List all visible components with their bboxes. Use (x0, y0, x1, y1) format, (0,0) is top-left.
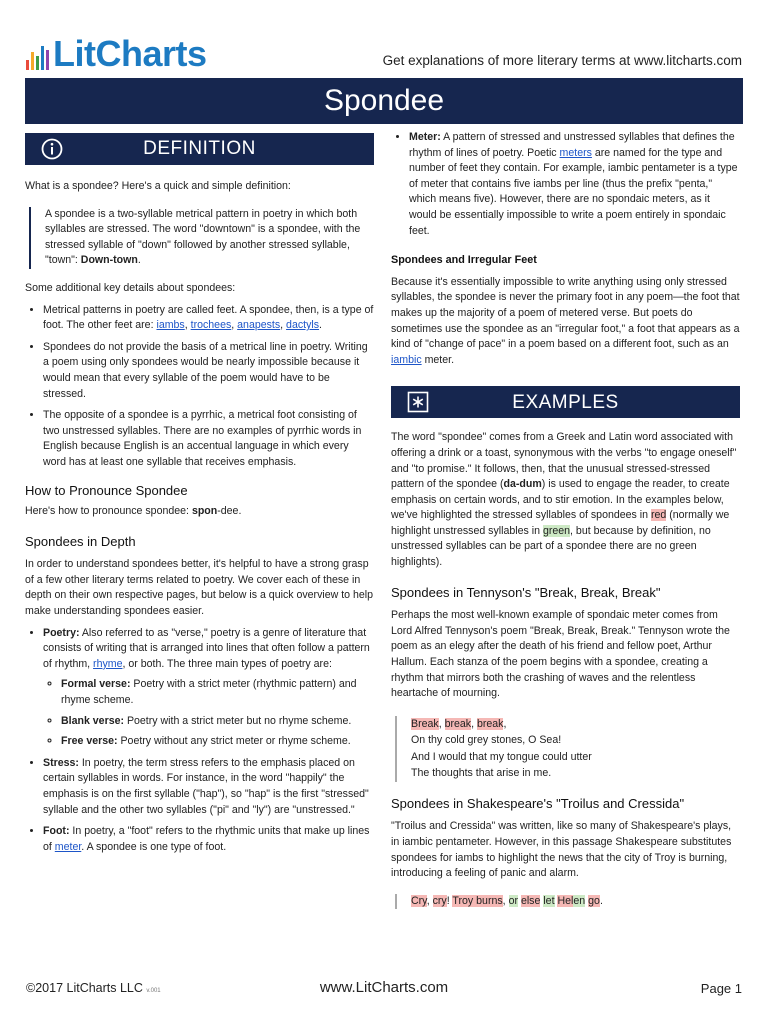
pronounce-heading: How to Pronounce Spondee (25, 482, 188, 498)
poem-line: And I would that my tongue could utter (411, 750, 592, 763)
bar-chart-icon (26, 44, 49, 70)
info-icon (41, 138, 63, 160)
irregular-heading: Spondees and Irregular Feet (391, 254, 537, 267)
version-label: v.001 (146, 988, 161, 994)
depth-bullets-continued (391, 130, 740, 239)
examples-heading: EXAMPLES (512, 391, 619, 413)
details-intro: Some additional key details about spondees: (25, 281, 236, 294)
litcharts-logo[interactable] (26, 34, 207, 74)
trochees-link[interactable]: trochees (190, 319, 232, 332)
list-item: • Metrical patterns in poetry are called feet. A spondee, then, is a type of foot. The other feet are: iambs, trochees, anapests, dactyls. (43, 303, 374, 334)
list-item: • Foot: In poetry, a "foot" refers to the rhythmic units that make up lines of meter. A spondee is one type of foot. (43, 824, 374, 855)
list-item: • Stress: In poetry, the term stress refers to the emphasis placed on certain syllables in words. For instance, in the word "happily" the emphasis is on the first syllable ("hap"), so "hap" is the first "stressed" syllable and the other two syllables ("pi" and "ly") are "unstressed." (43, 756, 374, 818)
poem-line: The thoughts that arise in me. (411, 767, 552, 780)
list-item: • Spondees do not provide the basis of a metrical line in poetry. Writing a poem using only spondees would be nearly impossible because it would mean that every syllable of the poem would have to be stressed. (43, 340, 374, 402)
definition-bullets (25, 303, 374, 471)
list-item: ◦ Free verse: Poetry without any strict meter or rhyme scheme. (61, 734, 374, 750)
shakespeare-text: "Troilus and Cressida" was written, like so many of Shakespeare's plays, in iambic pentameter. However, in this passage Shakespeare substitutes spondees for iambs to highlight the news that the city of Troy is burning, introducing a feeling of panic and alarm. (391, 820, 732, 880)
pronounce-text: Here's how to pronounce spondee: spon-dee. (25, 505, 242, 518)
page-title: Spondee (25, 78, 743, 124)
tagline: Get explanations of more literary terms at www.litcharts.com (382, 53, 742, 68)
poetry-types (43, 677, 374, 749)
list-item: • The opposite of a spondee is a pyrrhic, a metrical foot consisting of two unstressed syllables. There are no examples of pyrrhic words in English because English is an accentual language in which every word has at least one syllable that receives emphasis. (43, 408, 374, 470)
left-column (25, 133, 374, 855)
definition-intro: What is a spondee? Here's a quick and simple definition: (25, 180, 291, 192)
tennyson-heading: Spondees in Tennyson's "Break, Break, Break" (391, 584, 661, 600)
list-item: • Poetry: Also referred to as "verse," poetry is a genre of literature that consists of writing that is arranged into lines that often follow a pattern of rhythm, rhyme, or both. The three main types of poetry are: ◦ Formal verse: Poetry with a strict meter (rhythmic pattern) and rhyme scheme. ◦ Blank verse: Poetry with a strict meter but no rhyme scheme. ◦ Free verse: Poetry without any strict meter or rhyme scheme. (43, 626, 374, 750)
right-column (391, 130, 740, 909)
definition-header (25, 133, 374, 165)
shakespeare-quote: Cry, cry! Troy burns, or else let Helen go. (395, 894, 740, 910)
depth-bullets (25, 626, 374, 856)
logo-text: LitCharts (53, 33, 207, 74)
definition-heading: DEFINITION (143, 138, 256, 160)
poem-line: On thy cold grey stones, O Sea! (411, 734, 562, 747)
list-item: ◦ Formal verse: Poetry with a strict meter (rhythmic pattern) and rhyme scheme. (61, 677, 374, 708)
list-item: • Meter: A pattern of stressed and unstressed syllables that defines the rhythm of lines of poetry. Poetic meters are named for the type and number of feet they contain. For example, iambic pentameter is a type of meter that contains five iambs per line (thus the prefix "penta," which means five). However, there are no spondaic meters, as it would be essentially impossible to write a poem entirely in spondaic feet. (409, 130, 740, 239)
depth-intro: In order to understand spondees better, it's helpful to have a strong grasp of a few other literary terms related to poetry. We cover each of these in depth on their own respective pages, but below is a quick overview to help make understanding spondees easier. (25, 558, 374, 618)
asterisk-icon (407, 391, 429, 413)
irregular-text: Because it's essentially impossible to write anything using only stressed syllables, the spondee is never the primary foot in any poem—the foot that makes up the majority of a poem of metered verse. But poets do sometimes use the spondee as an "irregular foot," a foot that appears as a kind of "change of pace" in a poem based on a different foot, such as an iambic meter. (391, 275, 740, 366)
rhyme-link[interactable]: rhyme (93, 657, 123, 670)
examples-intro: The word "spondee" comes from a Greek and Latin word associated with offering a drink or a toast, synonymous with the verbs "to engage oneself" and "to promise." It follows, then, that the unusual stressed-stressed pattern of the spondee (da-dum) is used to engage the reader, to create emphasis on certain words, and to stir emotion. In the examples below, we've highlighted the stressed syllables of spondees in red (normally we highlight unstressed syllables in green, but because by definition, no unstressed syllables can be part of a spondee there are no green highlights). (391, 431, 737, 569)
meter-link[interactable]: meter (54, 840, 82, 853)
anapests-link[interactable]: anapests (237, 319, 281, 332)
definition-quote: A spondee is a two-syllable metrical pattern in poetry in which both syllables are stressed. The word "downtown" is a spondee, with the stressed syllable of "down" followed by another stressed syllable, "town": Down-town. (29, 207, 374, 269)
site-link[interactable]: www.LitCharts.com (319, 979, 449, 996)
examples-header (391, 386, 740, 418)
copyright: ©2017 LitCharts LLC v.001 (26, 981, 161, 995)
poem-line: Break, break, break, (411, 717, 507, 730)
meters-link[interactable]: meters (559, 146, 592, 159)
iambic-link[interactable]: iambic (391, 353, 422, 366)
shakespeare-heading: Spondees in Shakespeare's "Troilus and Cressida" (391, 795, 685, 811)
tennyson-text: Perhaps the most well-known example of spondaic meter comes from Lord Alfred Tennyson's poem "Break, Break, Break." Tennyson wrote the poem as an elegy after the death of his friend and fellow poet, Arthur Hallum. Each stanza of the poem begins with a spondee, creating a rhythm that mirrors both the crashing of waves and the relentless heartache of mourning. (391, 609, 730, 700)
dactyls-link[interactable]: dactyls (286, 319, 320, 332)
list-item: ◦ Blank verse: Poetry with a strict meter but no rhyme scheme. (61, 714, 374, 730)
tennyson-quote (395, 716, 740, 782)
depth-heading: Spondees in Depth (25, 533, 136, 549)
page-number: Page 1 (700, 981, 742, 996)
iambs-link[interactable]: iambs (156, 319, 185, 332)
